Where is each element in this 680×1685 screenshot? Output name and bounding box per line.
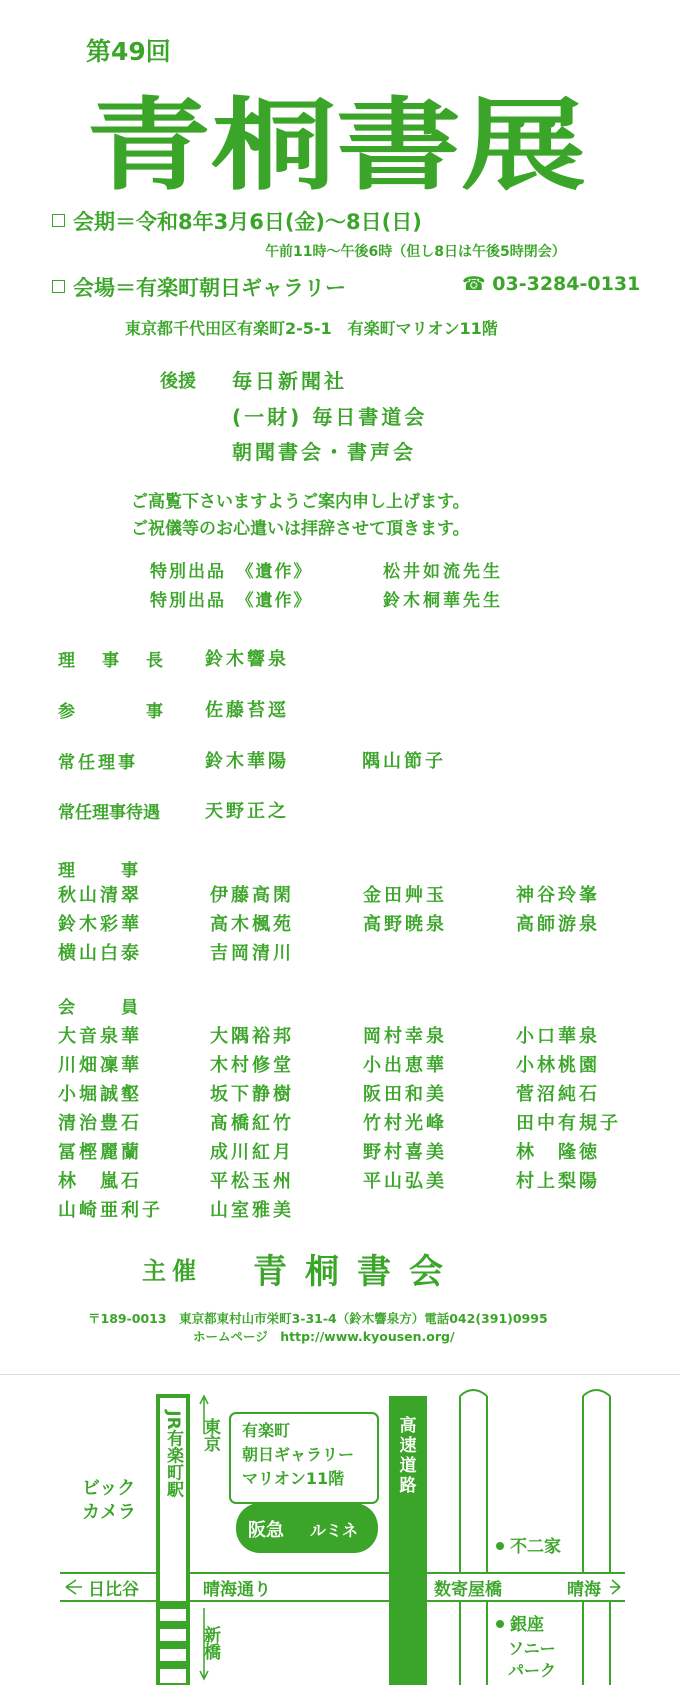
edition-number: 第49回 [86, 37, 171, 66]
sponsor-item: 朝聞書会・書声会 [232, 440, 416, 464]
special-exhibit-name: 松井如流先生 [383, 562, 503, 582]
highway-label-4: 路 [399, 1476, 417, 1496]
director-name: 横山白泰 [58, 943, 142, 964]
sponsor-label: 後援 [160, 371, 196, 392]
officer-name: 佐藤苔逕 [205, 700, 289, 721]
officer-role: 常任理事 [58, 753, 138, 773]
officer-name: 鈴木華陽 [205, 751, 289, 772]
officer-name: 鈴木響泉 [205, 649, 289, 670]
period-label: 会期＝令和8年3月6日(金)〜8日(日) [73, 210, 422, 234]
member-name: 平松玉州 [210, 1171, 294, 1192]
member-name: 阪田和美 [363, 1084, 447, 1105]
bic-camera-label-1: ビック [82, 1478, 136, 1499]
officer-role: 常任理事待遇 [58, 803, 160, 823]
special-exhibit-label: 特別出品 《遺作》 [150, 562, 313, 582]
divider [0, 1374, 680, 1375]
venue-address: 東京都千代田区有楽町2-5-1 有楽町マリオン11階 [125, 319, 498, 338]
director-name: 金田艸玉 [363, 885, 447, 906]
highway-label-2: 速 [399, 1436, 417, 1456]
period-hours: 午前11時〜午後6時（但し8日は午後5時閉会） [265, 244, 566, 260]
organizer-label: 主催 [142, 1257, 202, 1285]
hibiya-label: 日比谷 [88, 1580, 139, 1600]
member-name: 木村修堂 [210, 1055, 294, 1076]
officer-role: 参 事 [58, 702, 168, 722]
harumi-road [60, 1573, 625, 1601]
fujiya-label: 不二家 [510, 1537, 561, 1557]
hankyu-label: 阪急 [248, 1520, 284, 1541]
organizer-address: 〒189-0013 東京都東村山市栄町3-31-4（鈴木響泉方）電話042(391)0995 [88, 1311, 548, 1326]
officer-name: 天野正之 [205, 801, 289, 822]
sony-park-label-1: ソニー [508, 1639, 556, 1658]
map-venue-line-1: 有楽町 [242, 1421, 291, 1440]
member-name: 小出恵華 [363, 1055, 447, 1076]
special-exhibit-name: 鈴木桐華先生 [383, 591, 503, 611]
sponsor-item: 毎日新聞社 [232, 369, 347, 393]
harumi-label: 晴海 [567, 1580, 601, 1600]
highway-label-3: 道 [399, 1456, 417, 1476]
member-name: 小堀誠壑 [58, 1084, 142, 1105]
bic-camera-label-2: カメラ [82, 1502, 136, 1523]
venue-phone: ☎ 03-3284-0131 [462, 273, 641, 295]
member-name: 林 隆徳 [516, 1142, 600, 1163]
invitation-message: ご祝儀等のお心遣いは拝辞させて頂きます。 [131, 519, 470, 539]
checkbox-icon [52, 280, 65, 293]
logo-text: 青桐書展 [86, 88, 586, 198]
sukiyabashi-label: 数寄屋橋 [434, 1580, 502, 1600]
special-exhibit-label: 特別出品 《遺作》 [150, 591, 313, 611]
invitation-message: ご高覧下さいますようご案内申し上げます。 [131, 492, 470, 512]
checkbox-icon [52, 214, 65, 227]
director-name: 秋山清翠 [58, 885, 142, 906]
organizer-name: 青桐書会 [253, 1252, 461, 1292]
member-name: 岡村幸泉 [363, 1026, 447, 1047]
jr-label: JR有楽町駅 [163, 1410, 183, 1498]
member-name: 髙橋紅竹 [210, 1113, 294, 1134]
ginza-label: 銀座 [510, 1615, 544, 1635]
director-name: 吉岡清川 [210, 943, 294, 964]
member-name: 山崎亜利子 [58, 1200, 163, 1221]
member-name: 山室雅美 [210, 1200, 294, 1221]
access-map [0, 1376, 680, 1685]
member-name: 竹村光峰 [363, 1113, 447, 1134]
member-name: 大音泉華 [58, 1026, 142, 1047]
period-line [52, 206, 422, 236]
member-name: 大隅裕邦 [210, 1026, 294, 1047]
director-name: 高師游泉 [516, 914, 600, 935]
member-name: 小口華泉 [516, 1026, 600, 1047]
director-name: 神谷玲峯 [516, 885, 600, 906]
map-venue-line-2: 朝日ギャラリー [242, 1445, 355, 1464]
director-name: 高木楓苑 [210, 914, 294, 935]
highway-label-1: 高 [399, 1416, 417, 1436]
officer-role: 理 事 長 [58, 651, 168, 671]
exhibition-logo [86, 88, 596, 198]
director-name: 高野暁泉 [363, 914, 447, 935]
lumine-label: ルミネ [310, 1521, 359, 1540]
members-heading: 会 員 [58, 998, 142, 1018]
map-venue-line-3: マリオン11階 [242, 1469, 345, 1488]
member-name: 平山弘美 [363, 1171, 447, 1192]
director-name: 鈴木彩華 [58, 914, 142, 935]
harumi-dori-label: 晴海通り [203, 1580, 271, 1600]
sponsor-item: (一財) 毎日書道会 [232, 405, 428, 429]
member-name: 田中有規子 [516, 1113, 621, 1134]
shinbashi-label: 新橋 [200, 1626, 220, 1660]
tokyo-label: 東京 [200, 1418, 220, 1452]
venue-line [52, 272, 346, 302]
member-name: 成川紅月 [210, 1142, 294, 1163]
member-name: 坂下静樹 [210, 1084, 294, 1105]
member-name: 小林桃園 [516, 1055, 600, 1076]
member-name: 清治豊石 [58, 1113, 142, 1134]
organizer-homepage: ホームページ http://www.kyousen.org/ [193, 1329, 455, 1344]
member-name: 野村喜美 [363, 1142, 447, 1163]
venue-label: 会場＝有楽町朝日ギャラリー [73, 276, 346, 300]
director-name: 伊藤高閑 [210, 885, 294, 906]
sony-park-label-2: パーク [508, 1661, 557, 1680]
directors-heading: 理 事 [58, 861, 142, 881]
member-name: 林 嵐石 [58, 1171, 142, 1192]
member-name: 菅沼純石 [516, 1084, 600, 1105]
member-name: 川畑凜華 [58, 1055, 142, 1076]
member-name: 冨樫麗蘭 [58, 1142, 142, 1163]
officer-name: 隅山節子 [362, 751, 446, 772]
member-name: 村上梨陽 [516, 1171, 600, 1192]
